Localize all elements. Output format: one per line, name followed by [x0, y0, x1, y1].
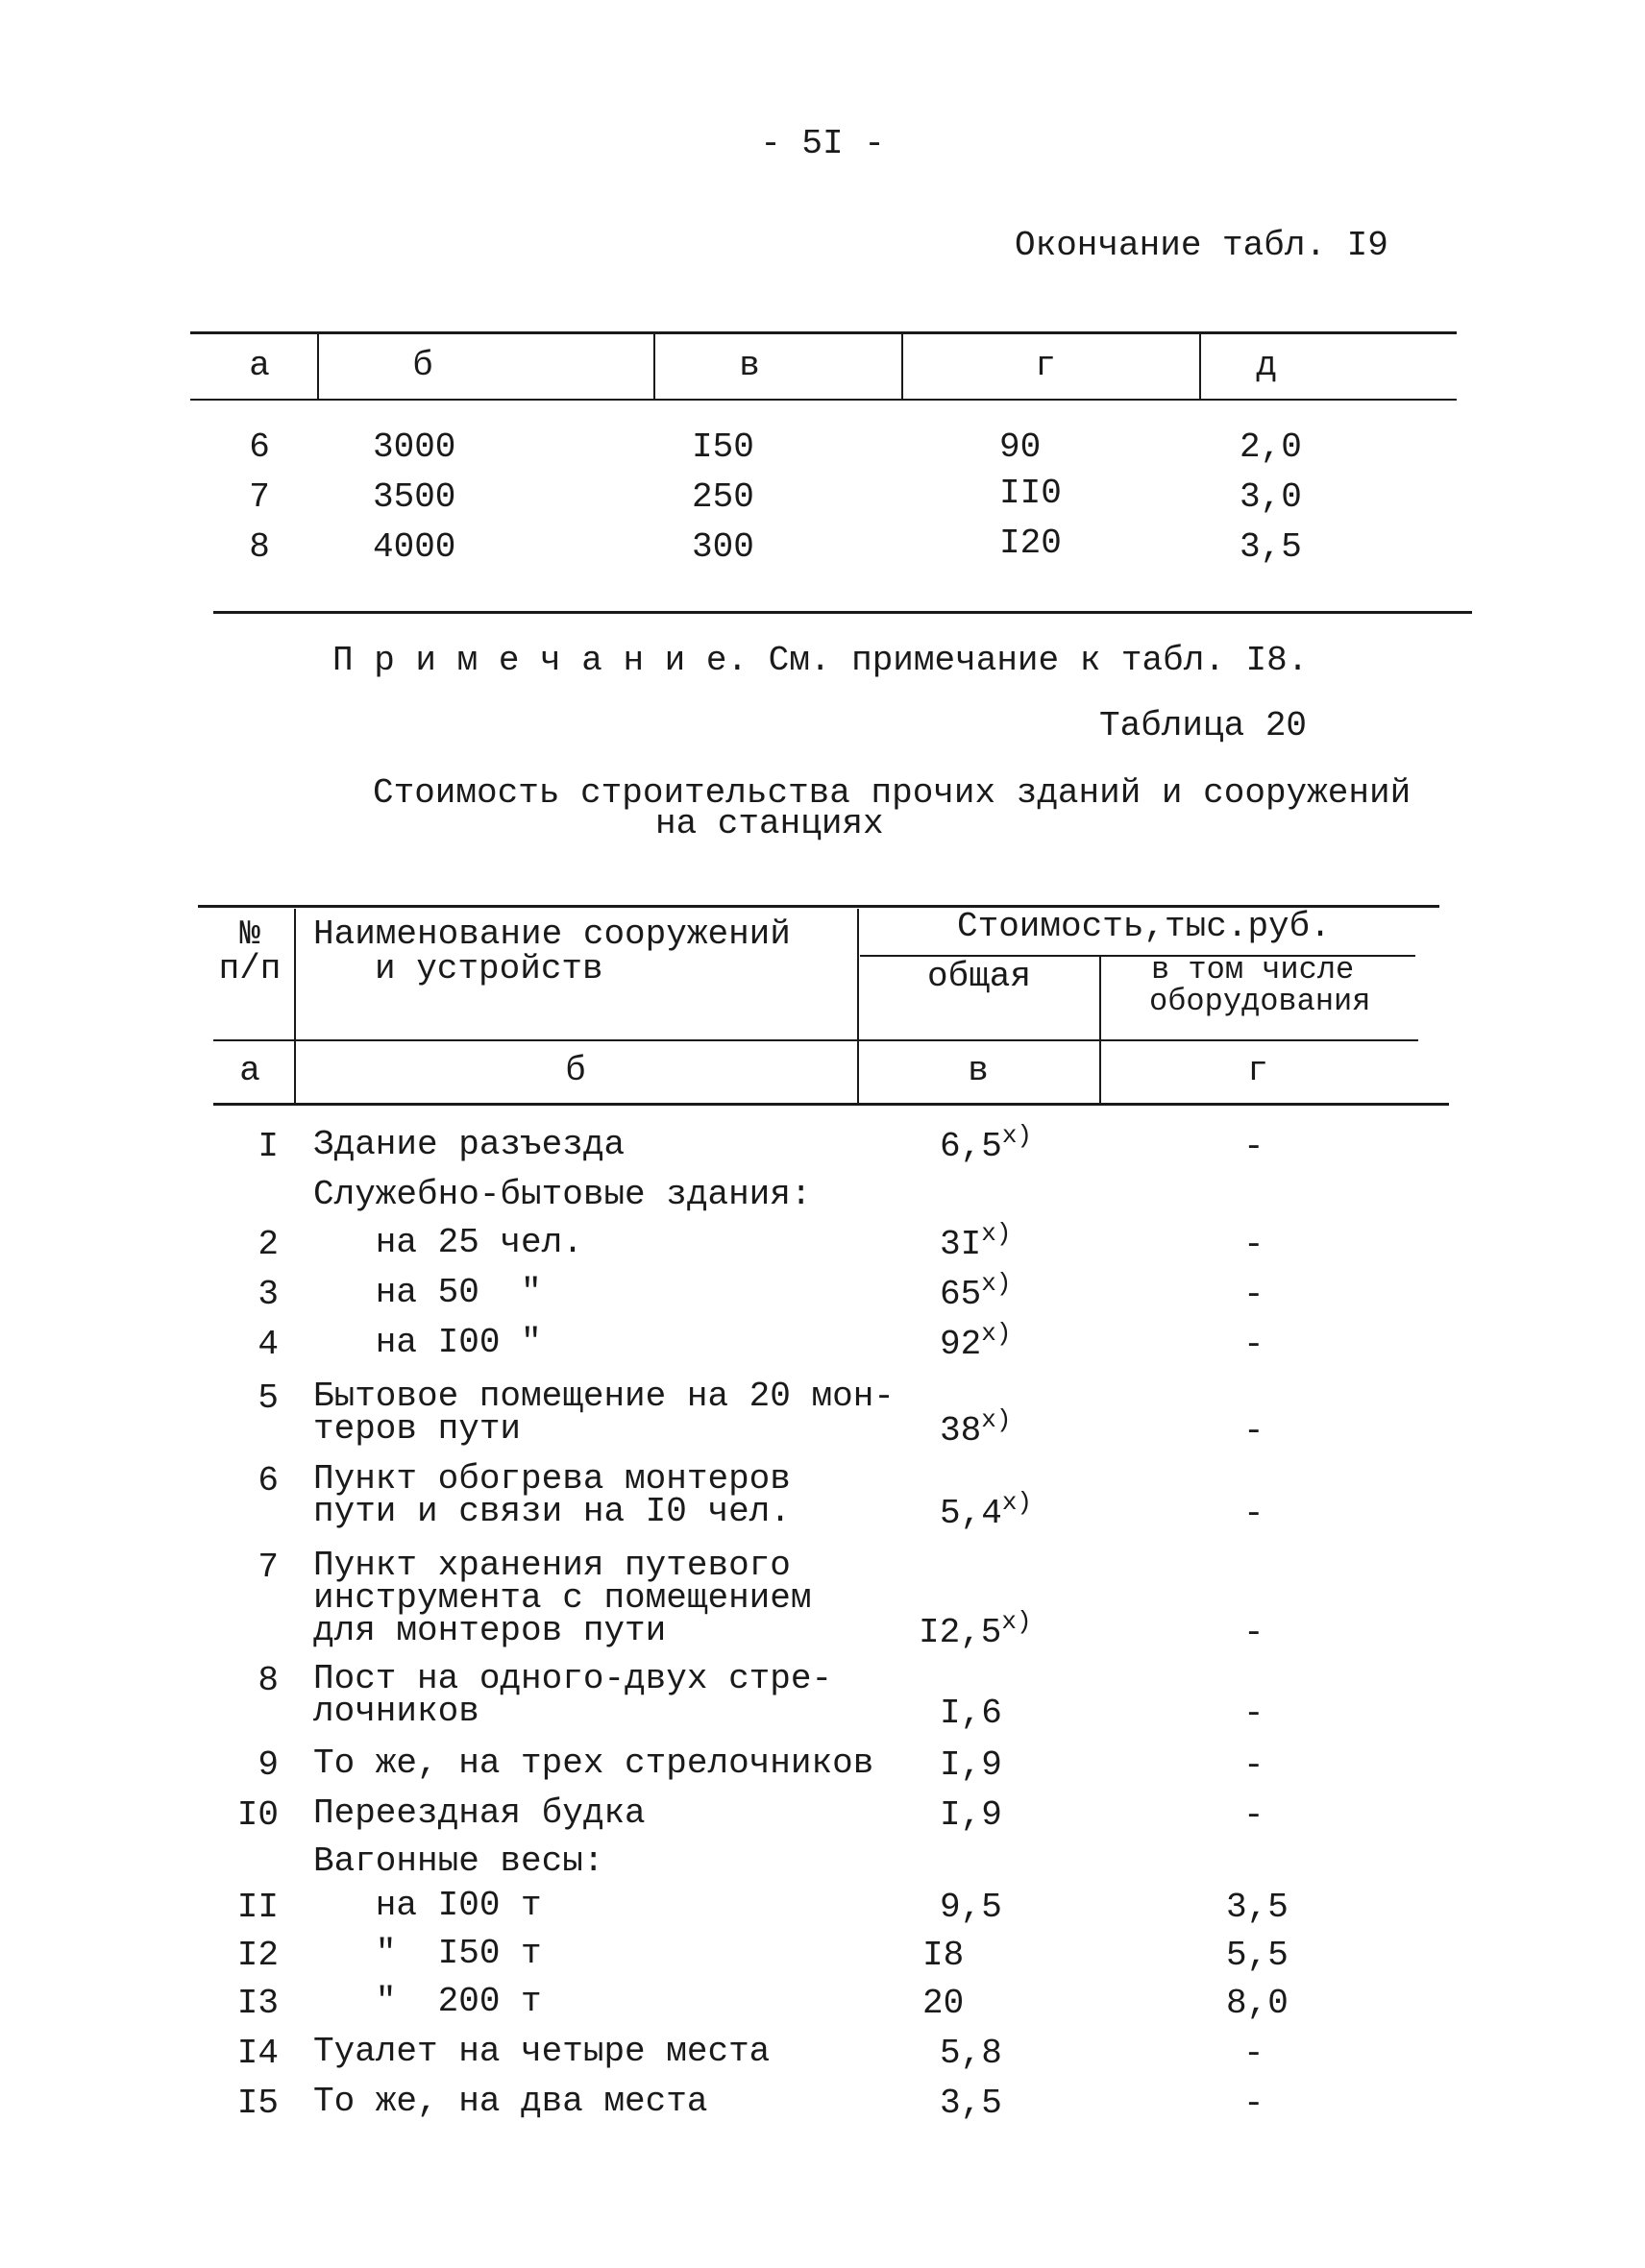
table20-cell-name: То же, на два места [313, 2082, 708, 2121]
table20-cell-total-value: 5,8 [940, 2034, 1002, 2073]
table20-header-cost-group: Стоимость,тыс.руб. [957, 907, 1331, 946]
table19-cell-d: 3,0 [1240, 477, 1302, 517]
table20-cell-equipment: - [1243, 1127, 1264, 1166]
table19-cell-g: 90 [999, 427, 1042, 467]
table20-cell-equipment: - [1243, 1225, 1264, 1264]
table20-cell-equipment: - [1243, 1613, 1264, 1652]
table20-cell-name: Переездная будка [313, 1793, 646, 1833]
table19-cell-b: 3500 [373, 477, 456, 517]
table20-cell-total-value: I8 [922, 1936, 965, 1975]
table20-cell-name: То же, на трех стрелочников [313, 1744, 874, 1783]
table19-cell-d: 3,5 [1240, 527, 1302, 567]
table20-cell-total-value: 5,4 [940, 1494, 1002, 1533]
table20-cell-num: I0 [236, 1795, 279, 1835]
table20-cell-total [922, 1937, 964, 1975]
table20-cell-name: теров пути [313, 1409, 522, 1449]
table20-cell-total-value: 3,5 [940, 2084, 1002, 2123]
table20-cell-total [922, 1985, 964, 2023]
table20-cell-name: Вагонные весы: [313, 1841, 604, 1881]
table20-footnote-mark: x) [1001, 1121, 1033, 1150]
table20-cell-equipment: - [1243, 2084, 1264, 2123]
table20-cell-num: 8 [258, 1661, 279, 1700]
table20-cell-num: II [236, 1888, 279, 1927]
table20-cell-total [940, 1319, 1012, 1364]
table20-cell-equipment: - [1243, 2034, 1264, 2073]
table20-cell-name: " I50 т [313, 1934, 542, 1973]
table20-cell-num: 5 [258, 1378, 279, 1418]
table20-cell-total [940, 1889, 1002, 1927]
table19-cell-v: 250 [692, 477, 754, 517]
table20-footnote-mark: x) [981, 1219, 1012, 1248]
table20-cell-total-value: 9,5 [940, 1888, 1002, 1927]
table20-cell-num: 7 [258, 1548, 279, 1587]
table20-cell-num: 4 [258, 1325, 279, 1364]
table20-cell-name: инструмента с помещением [313, 1578, 812, 1618]
table20-title-line1: Стоимость строительства прочих зданий и сооружений [373, 773, 1412, 813]
table20-header-num-sub: п/п [218, 949, 282, 988]
table20-header-equipment: в том числе [1151, 952, 1355, 988]
table20-cell-total [940, 1488, 1033, 1533]
table20-cell-total-value: 92 [940, 1325, 982, 1364]
table20-cell-equipment: - [1243, 1795, 1264, 1835]
table19-header-g: г [1035, 346, 1056, 385]
table20-cell-total-value: 65 [940, 1275, 982, 1314]
table20-cell-name: на I00 " [313, 1323, 542, 1362]
table20-cell-num: 2 [258, 1225, 279, 1264]
table20-cell-name: Туалет на четыре места [313, 2032, 771, 2071]
table20-cell-total [940, 1219, 1012, 1264]
table20-letters-rule [213, 1103, 1449, 1106]
table20-cell-total [940, 1746, 1002, 1785]
table19-bottom-rule [213, 611, 1472, 614]
table20-cell-total [940, 1695, 1002, 1733]
table20-cell-total [940, 2085, 1002, 2123]
table20-letter-a: а [239, 1051, 260, 1090]
table20-cell-total [940, 1405, 1012, 1451]
table20-cell-num: I3 [236, 1984, 279, 2023]
table19-cell-g: II0 [999, 474, 1062, 513]
table20-cell-name: " 200 т [313, 1982, 542, 2021]
table20-cell-name: Пост на одного-двух стре- [313, 1659, 833, 1698]
table20-title-line2: на станциях [655, 804, 884, 843]
table20-header-name: Наименование сооружений [313, 915, 791, 954]
table20-cell-total [940, 1269, 1012, 1314]
table20-cell-equipment: 8,0 [1226, 1984, 1289, 2023]
table20-cell-num: I [258, 1127, 279, 1166]
table20-cell-equipment: 5,5 [1226, 1936, 1289, 1975]
table20-cell-name: Здание разъезда [313, 1125, 626, 1164]
table19-caption: Окончание табл. I9 [1015, 226, 1388, 265]
table20-cell-name: на 50 " [313, 1273, 542, 1312]
table19-top-rule [190, 331, 1457, 334]
table20-cell-num: I4 [236, 2034, 279, 2073]
table20-cell-total-value: I,9 [940, 1795, 1002, 1835]
table20-cell-equipment: 3,5 [1226, 1888, 1289, 1927]
page-number: - 5I - [760, 124, 885, 163]
table20-footnote-mark: x) [981, 1405, 1012, 1434]
table20-cell-total-value: 3I [940, 1225, 982, 1264]
table20-cell-total-value: I,6 [940, 1694, 1002, 1733]
table20-cell-total [919, 1607, 1032, 1652]
table20-cell-name: пути и связи на I0 чел. [313, 1492, 791, 1531]
table20-cell-name: на I00 т [313, 1886, 542, 1925]
table20-cell-equipment: - [1243, 1694, 1264, 1733]
table20-cell-equipment: - [1243, 1275, 1264, 1314]
table20-cell-name: на 25 чел. [313, 1223, 583, 1262]
table19-cell-num: 8 [249, 527, 270, 567]
table20-cell-num: 3 [258, 1275, 279, 1314]
table20-cell-equipment: - [1243, 1411, 1264, 1451]
table20-cell-total [940, 2035, 1002, 2073]
table19-header-a: а [249, 346, 270, 385]
table20-letter-g: г [1247, 1051, 1268, 1090]
table19-cell-b: 4000 [373, 527, 456, 567]
table20-cell-equipment: - [1243, 1325, 1264, 1364]
table20-cell-total [940, 1796, 1002, 1835]
table20-cell-total-value: 20 [922, 1984, 965, 2023]
table20-cell-total-value: 38 [940, 1411, 982, 1451]
table20-cell-total [940, 1121, 1033, 1166]
table19-cell-b: 3000 [373, 427, 456, 467]
table20-header-name-sub: и устройств [375, 949, 603, 988]
table20-footnote-mark: x) [1001, 1607, 1032, 1636]
table19-cell-num: 6 [249, 427, 270, 467]
table19-header-rule [190, 399, 1457, 401]
table20-cell-total-value: I,9 [940, 1745, 1002, 1785]
table20-cell-num: I2 [236, 1936, 279, 1975]
table19-header-v: в [739, 346, 760, 385]
table20-header-total: общая [926, 957, 1032, 996]
table19-cell-v: 300 [692, 527, 754, 567]
table19-cell-g: I20 [999, 524, 1062, 563]
table20-cell-total-value: 6,5 [940, 1127, 1002, 1166]
table20-cell-num: 9 [258, 1745, 279, 1785]
table20-header-equipment-sub: оборудования [1149, 984, 1371, 1019]
table20-footnote-mark: x) [981, 1319, 1012, 1348]
table20-cell-num: I5 [236, 2084, 279, 2123]
table20-header-num: № [239, 915, 260, 954]
note-text: П р и м е ч а н и е. См. примечание к табл. I8. [332, 641, 1309, 680]
table20-letter-b: б [565, 1051, 586, 1090]
table19-cell-d: 2,0 [1240, 427, 1302, 467]
table20-cell-total-value: I2,5 [919, 1613, 1002, 1652]
table20-header-rule [213, 1039, 1418, 1041]
table19-cell-v: I50 [692, 427, 754, 467]
table20-footnote-mark: x) [981, 1269, 1012, 1298]
table20-cell-equipment: - [1243, 1745, 1264, 1785]
table19-cell-num: 7 [249, 477, 270, 517]
table20-cell-equipment: - [1243, 1494, 1264, 1533]
table20-cell-name: Пункт обогрева монтеров [313, 1459, 791, 1499]
table20-cell-name: Пункт хранения путевого [313, 1546, 791, 1585]
table19-header-d: д [1256, 346, 1277, 385]
table20-cell-name: Бытовое помещение на 20 мон- [313, 1377, 895, 1416]
table20-number-label: Таблица 20 [1099, 706, 1308, 745]
table20-footnote-mark: x) [1001, 1488, 1033, 1517]
table20-cell-name: Служебно-бытовые здания: [313, 1175, 812, 1214]
table20-letter-v: в [968, 1051, 989, 1090]
table20-cell-name: лочников [313, 1692, 479, 1731]
table20-cell-name: для монтеров пути [313, 1611, 667, 1650]
table20-cell-num: 6 [258, 1461, 279, 1500]
table19-header-b: б [412, 346, 433, 385]
